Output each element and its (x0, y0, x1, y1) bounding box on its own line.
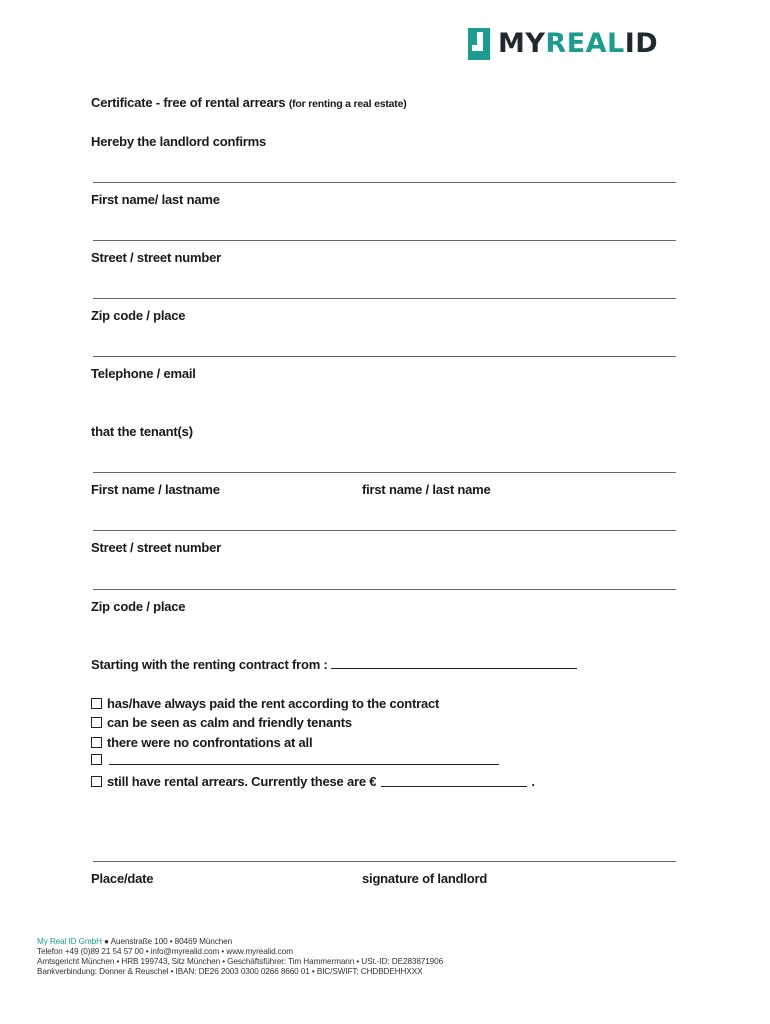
checkbox-arrears[interactable] (91, 776, 102, 787)
checkbox-paid[interactable] (91, 698, 102, 709)
checkbox-row-no-conflict[interactable] (91, 735, 312, 750)
tenant-zip-label: Zip code / place (91, 599, 186, 614)
title-main: Certificate - free of rental arrears (91, 95, 286, 110)
tenant2-name-label: first name / last name (362, 482, 491, 497)
logo-wordmark (498, 28, 658, 60)
footer-line-3: Amtsgericht München • HRB 199743, Sitz München • Geschäftsführer: Tim Hammermann • USt.-ID: DE283871906 (37, 957, 444, 966)
landlord-name-line[interactable] (93, 182, 676, 183)
footer-line-4: Bankverbindung: Donner & Reuschel • IBAN: DE26 2003 0300 0266 8660 01 • BIC/SWIFT: CHDBDEHHXXX (37, 967, 423, 976)
title-sub: (for renting a real estate) (288, 98, 407, 110)
landlord-zip-label: Zip code / place (91, 308, 186, 323)
checkbox-other-field[interactable] (109, 754, 499, 765)
landlord-name-label: First name/ last name (91, 192, 220, 207)
arrears-amount-field[interactable] (381, 776, 527, 787)
landlord-contact-label: Telephone / email (91, 366, 196, 381)
document-title (91, 95, 407, 110)
landlord-contact-line[interactable] (93, 356, 676, 357)
footer-line-2: Telefon +49 (0)89 21 54 57 00 • info@myrealid.com • www.myrealid.com (37, 947, 293, 956)
footer-brand: My Real ID GmbH (37, 937, 102, 946)
landlord-signature-label: signature of landlord (362, 871, 488, 886)
tenant-name-line[interactable] (93, 472, 676, 473)
myrealid-logo (468, 28, 658, 60)
checkbox-calm[interactable] (91, 717, 102, 728)
checkbox-other[interactable] (91, 754, 102, 765)
tenant1-name-label: First name / lastname (91, 482, 220, 497)
confirm-text: Hereby the landlord confirms (91, 134, 266, 149)
place-date-label: Place/date (91, 871, 154, 886)
checkbox-paid-label: has/have always paid the rent according to the contract (107, 696, 440, 711)
checkbox-row-calm[interactable] (91, 715, 352, 730)
landlord-street-line[interactable] (93, 240, 676, 241)
tenant-street-label: Street / street number (91, 540, 221, 555)
contract-start-field[interactable] (331, 658, 577, 669)
tenant-zip-line[interactable] (93, 589, 676, 590)
logo-real: REAL (545, 28, 625, 59)
checkbox-no-conflict[interactable] (91, 737, 102, 748)
logo-mark-icon (468, 28, 490, 60)
landlord-street-label: Street / street number (91, 250, 221, 265)
checkbox-calm-label: can be seen as calm and friendly tenants (107, 715, 352, 730)
footer-line-1 (37, 937, 443, 947)
checkbox-row-arrears[interactable] (91, 774, 535, 789)
contract-start-row (91, 657, 577, 672)
checkbox-no-conflict-label: there were no confrontations at all (107, 735, 313, 750)
contract-start-label: Starting with the renting contract from : (91, 657, 328, 672)
tenant-intro-text: that the tenant(s) (91, 424, 193, 439)
footer-address: ● Auenstraße 100 • 80469 München (104, 937, 233, 946)
tenant-street-line[interactable] (93, 530, 676, 531)
signature-line[interactable] (93, 861, 676, 862)
landlord-zip-line[interactable] (93, 298, 676, 299)
company-footer (37, 937, 443, 977)
checkbox-arrears-label: still have rental arrears. Currently these are € (107, 774, 377, 789)
logo-id: ID (624, 28, 659, 59)
arrears-period: . (531, 774, 535, 789)
checkbox-row-paid[interactable] (91, 696, 439, 711)
checkbox-row-other[interactable] (91, 754, 499, 765)
logo-my: MY (498, 28, 546, 59)
